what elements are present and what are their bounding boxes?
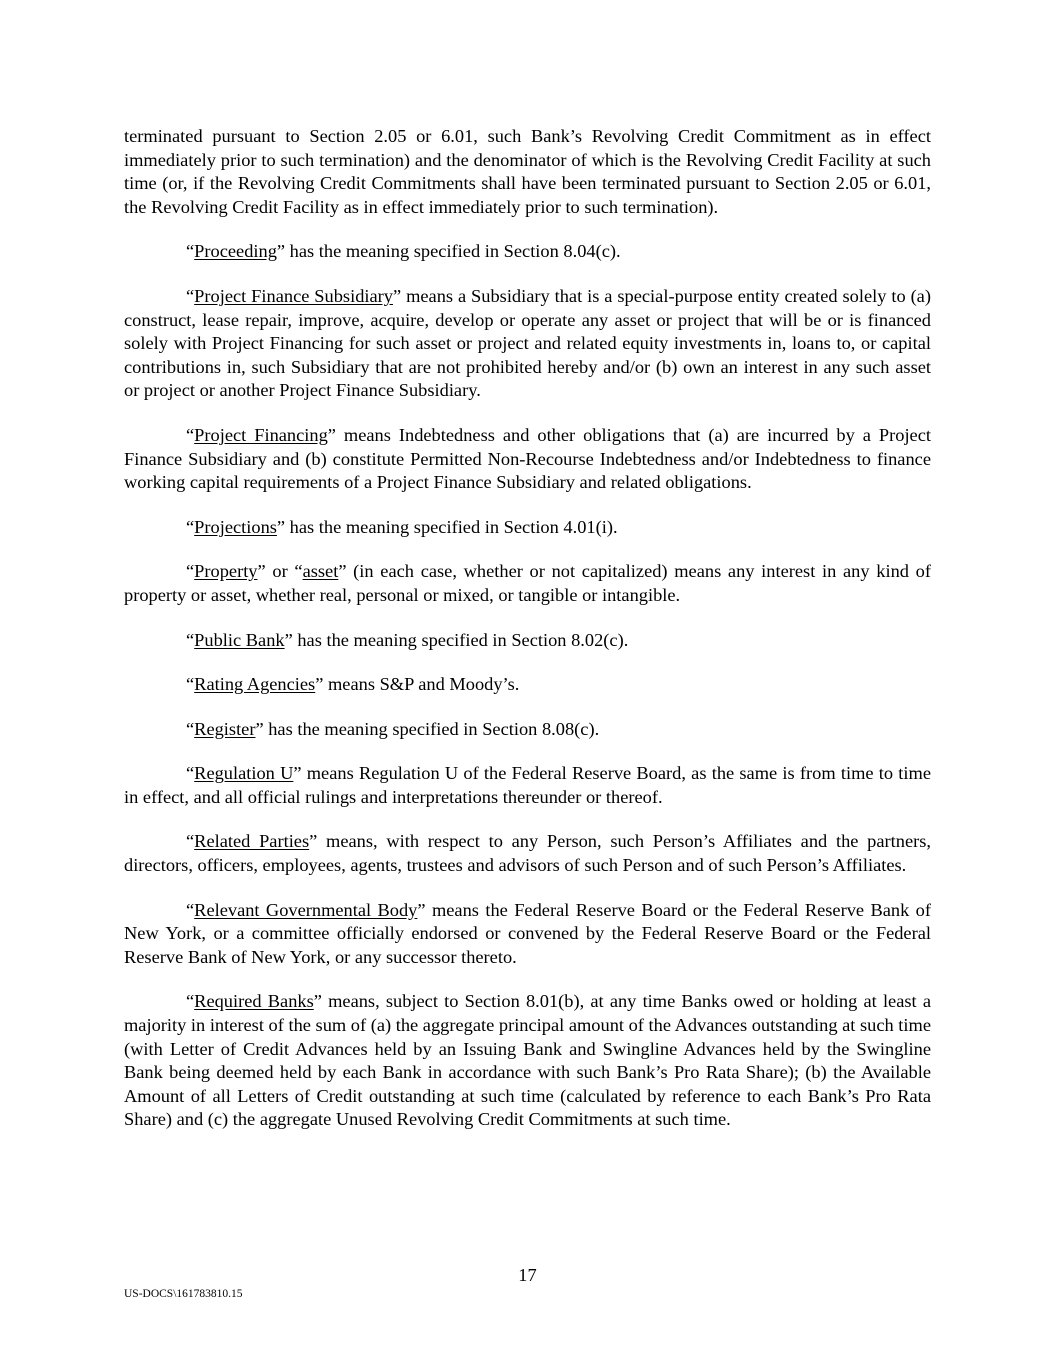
defined-term: Rating Agencies bbox=[194, 674, 316, 695]
definition-proceeding: “Proceeding” has the meaning specified in Section 8.04(c). bbox=[186, 241, 621, 262]
defined-term: Proceeding bbox=[194, 241, 277, 262]
defined-term: Project Financing bbox=[194, 424, 328, 445]
defined-term: Property bbox=[194, 561, 258, 582]
definition-text: ” means S&P and Moody’s. bbox=[315, 674, 520, 695]
definition-project-financing: “Project Financing” means Indebtedness and other obligations that (a) are incurred by a Project Finance Subsidiary and (b) constitute Permitted Non-Recourse Indebtedness and/or Indebtedness to finance working capital requirements of a Project Finance Subsidiary and related obligations. bbox=[124, 424, 931, 493]
definition-text: ” has the meaning specified in Section 8.08(c). bbox=[255, 718, 600, 739]
definition-text: ” means, with respect to any Person, such Person’s Affiliates and the partners, directors, officers, employees, agents, trustees and advisors of such Person and of such Person’s Affiliates. bbox=[124, 831, 931, 876]
defined-term: Projections bbox=[194, 516, 277, 537]
definition-text: ” has the meaning specified in Section 4.01(i). bbox=[276, 516, 618, 537]
definition-text: ” means, subject to Section 8.01(b), at any time Banks owed or holding at least a majority in interest of the sum of (a) the aggregate principal amount of the Advances outstanding at such time (with Letter of Credit Advances held by an Issuing Bank and Swingline Advances held by the Swingline Bank being deemed held by each Bank in accordance with such Bank’s Pro Rata Share); (b) the Available Amount of all Letters of Credit outstanding at such time (calculated by reference to each Bank’s Pro Rata Share) and (c) the aggregate Unused Revolving Credit Commitments at such time. bbox=[124, 991, 931, 1130]
definition-required-banks: “Required Banks” means, subject to Section 8.01(b), at any time Banks owed or holding at least a majority in interest of the sum of (a) the aggregate principal amount of the Advances outstanding at such time (with Letter of Credit Advances held by an Issuing Bank and Swingline Advances held by the Swingline Bank being deemed held by each Bank in accordance with such Bank’s Pro Rata Share); (b) the Available Amount of all Letters of Credit outstanding at such time (calculated by reference to each Bank’s Pro Rata Share) and (c) the aggregate Unused Revolving Credit Commitments at such time. bbox=[124, 991, 931, 1130]
definition-text: ” (in each case, whether or not capitalized) means any interest in any kind of property or asset, whether real, personal or mixed, or tangible or intangible. bbox=[124, 561, 931, 605]
definition-text: ” has the meaning specified in Section 8.04(c). bbox=[276, 241, 621, 262]
defined-term: Public Bank bbox=[194, 629, 285, 650]
defined-term: Regulation U bbox=[194, 763, 294, 784]
definition-regulation-u: “Regulation U” means Regulation U of the Federal Reserve Board, as the same is from time to time in effect, and all official rulings and interpretations thereunder or thereof. bbox=[124, 763, 931, 807]
document-body bbox=[124, 125, 931, 1153]
defined-term: Required Banks bbox=[194, 991, 314, 1012]
definition-connector: ” or “ bbox=[257, 561, 303, 582]
definition-text: ” means Regulation U of the Federal Reserve Board, as the same is from time to time in effect, and all official rulings and interpretations thereunder or thereof. bbox=[124, 763, 931, 807]
page-number: 17 bbox=[518, 1265, 537, 1285]
defined-term: Register bbox=[194, 718, 256, 739]
definition-text: ” has the meaning specified in Section 8.02(c). bbox=[284, 629, 629, 650]
defined-term: Related Parties bbox=[194, 831, 310, 852]
defined-term: Relevant Governmental Body bbox=[194, 899, 418, 920]
definition-projections: “Projections” has the meaning specified in Section 4.01(i). bbox=[186, 516, 618, 537]
definition-rating-agencies: “Rating Agencies” means S&P and Moody’s. bbox=[186, 674, 520, 695]
defined-term: Project Finance Subsidiary bbox=[194, 285, 393, 306]
definition-relevant-governmental-body: “Relevant Governmental Body” means the Federal Reserve Board or the Federal Reserve Bank of New York, or a committee officially endorsed or convened by the Federal Reserve Board or the Federal Reserve Bank of New York, or any successor thereto. bbox=[124, 899, 931, 967]
definition-project-finance-subsidiary: “Project Finance Subsidiary” means a Subsidiary that is a special-purpose entity created solely to (a) construct, lease repair, improve, acquire, develop or operate any asset or project that will be or is financed solely with Project Financing for such asset or project and related equity investments in, loans to, or capital contributions in, such Subsidiary that are not prohibited hereby and/or (b) own an interest in any such asset or project or another Project Finance Subsidiary. bbox=[124, 285, 931, 401]
definition-text: ” means the Federal Reserve Board or the Federal Reserve Bank of New York, or a committee officially endorsed or convened by the Federal Reserve Board or the Federal Reserve Bank of New York, or any successor thereto. bbox=[124, 899, 931, 967]
definition-text: ” means Indebtedness and other obligations that (a) are incurred by a Project Finance Subsidiary and (b) constitute Permitted Non-Recourse Indebtedness and/or Indebtedness to finance working capital requirements of a Project Finance Subsidiary and related obligations. bbox=[124, 424, 931, 493]
document-id: US-DOCS\161783810.15 bbox=[124, 1288, 243, 1300]
definition-public-bank: “Public Bank” has the meaning specified in Section 8.02(c). bbox=[186, 629, 629, 650]
definition-text: ” means a Subsidiary that is a special-purpose entity created solely to (a) construct, lease repair, improve, acquire, develop or operate any asset or project that will be or is financed solely with Project Financing for such asset or project and related equity investments in, loans to, or capital contributions in, such Subsidiary that are not prohibited hereby and/or (b) own an interest in any such asset or project or another Project Finance Subsidiary. bbox=[124, 285, 931, 401]
definition-property: “Property” or “asset” (in each case, whether or not capitalized) means any interest in any kind of property or asset, whether real, personal or mixed, or tangible or intangible. bbox=[124, 561, 931, 605]
definition-register: “Register” has the meaning specified in Section 8.08(c). bbox=[186, 718, 600, 739]
defined-term-alt: asset bbox=[302, 561, 339, 582]
paragraph-text: terminated pursuant to Section 2.05 or 6.01, such Bank’s Revolving Credit Commitment as in effect immediately prior to such termination) and the denominator of which is the Revolving Credit Facility at such time (or, if the Revolving Credit Commitments shall have been terminated pursuant to Section 2.05 or 6.01, the Revolving Credit Facility as in effect immediately prior to such termination). bbox=[124, 126, 931, 217]
paragraph-continuation bbox=[124, 125, 931, 219]
definition-related-parties: “Related Parties” means, with respect to any Person, such Person’s Affiliates and the partners, directors, officers, employees, agents, trustees and advisors of such Person and of such Person’s Affiliates. bbox=[124, 831, 931, 876]
